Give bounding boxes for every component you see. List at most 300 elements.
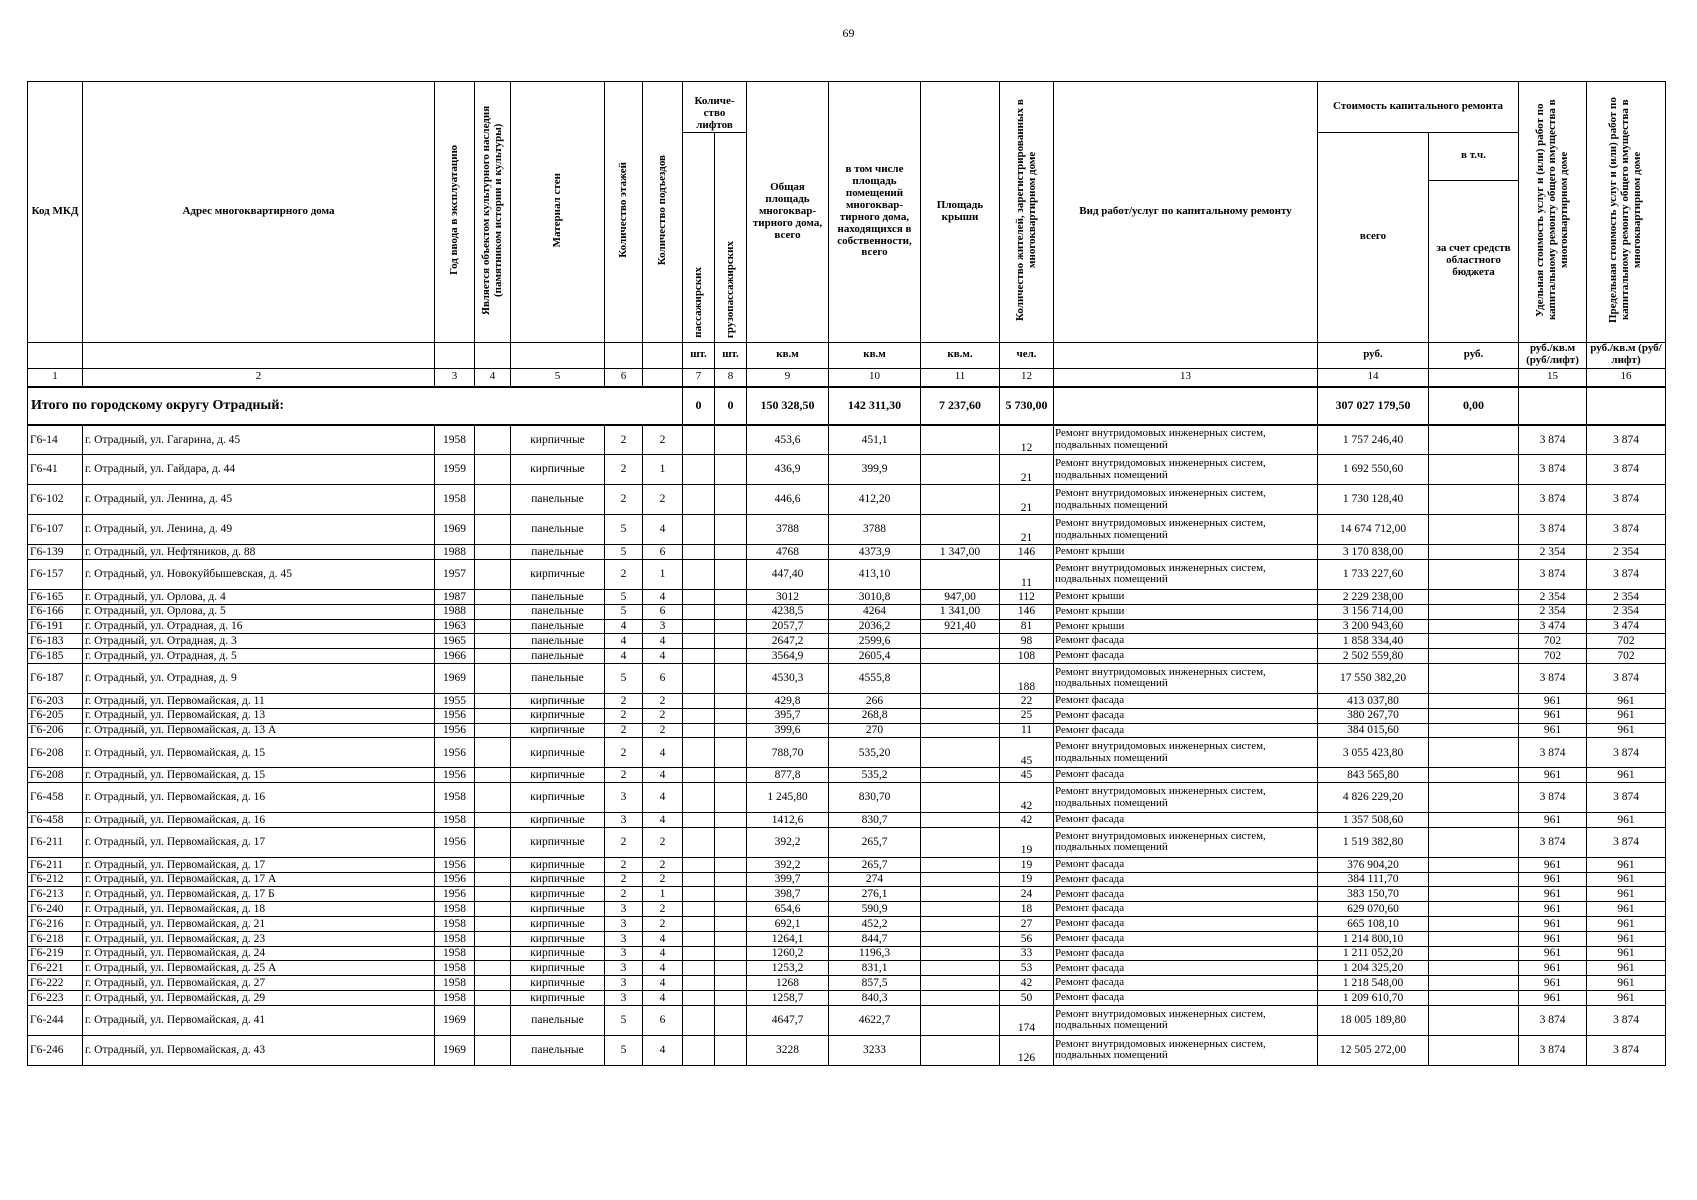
table-row	[28, 902, 1666, 917]
row-walls: панельные	[511, 485, 605, 515]
row-lifts-passenger	[683, 515, 715, 545]
row-entrances: 1	[643, 887, 683, 902]
row-entrances: 6	[643, 1005, 683, 1035]
row-residents: 21	[1000, 515, 1054, 545]
row-total-area: 788,70	[747, 738, 829, 768]
row-year: 1966	[435, 649, 475, 664]
row-owned-area: 2599,6	[829, 634, 921, 649]
row-entrances: 6	[643, 663, 683, 693]
total-roof-area: 7 237,60	[921, 387, 1000, 425]
row-residents: 24	[1000, 887, 1054, 902]
row-owned-area: 4555,8	[829, 663, 921, 693]
row-code: Г6-166	[28, 604, 83, 619]
row-residents: 21	[1000, 455, 1054, 485]
row-roof-area	[921, 708, 1000, 723]
row-cost-regional	[1429, 813, 1519, 828]
row-unit-cost: 3 874	[1519, 559, 1587, 589]
header-max-cost-text: Предельная стоимость услуг и (или) работ по капитальному ремонту общего имущества в многоквартирном доме	[1607, 96, 1643, 323]
row-unit-cost: 3 874	[1519, 827, 1587, 857]
row-code: Г6-216	[28, 917, 83, 932]
row-roof-area	[921, 902, 1000, 917]
row-owned-area: 4622,7	[829, 1005, 921, 1035]
units-row	[28, 342, 1666, 368]
row-floors: 5	[605, 515, 643, 545]
row-entrances: 4	[643, 961, 683, 976]
row-total-area: 692,1	[747, 917, 829, 932]
row-owned-area: 266	[829, 693, 921, 708]
row-heritage	[475, 887, 511, 902]
row-code: Г6-139	[28, 545, 83, 560]
row-cost-regional	[1429, 946, 1519, 961]
row-address: г. Отрадный, ул. Отрадная, д. 16	[83, 619, 435, 634]
total-total-area: 150 328,50	[747, 387, 829, 425]
unit-lifts-passenger: шт.	[683, 342, 715, 368]
row-residents: 50	[1000, 991, 1054, 1006]
row-unit-cost: 961	[1519, 917, 1587, 932]
row-lifts-cargo	[715, 589, 747, 604]
row-address: г. Отрадный, ул. Первомайская, д. 13 А	[83, 723, 435, 738]
table-row	[28, 991, 1666, 1006]
row-code: Г6-185	[28, 649, 83, 664]
row-max-cost: 3 874	[1587, 515, 1666, 545]
row-floors: 5	[605, 1005, 643, 1035]
row-address: г. Отрадный, ул. Первомайская, д. 11	[83, 693, 435, 708]
row-cost-total: 2 502 559,80	[1318, 649, 1429, 664]
row-year: 1958	[435, 946, 475, 961]
row-lifts-passenger	[683, 485, 715, 515]
row-lifts-passenger	[683, 783, 715, 813]
row-unit-cost: 3 874	[1519, 515, 1587, 545]
header-owned-area: в том числе площадь помещений многоквар-тирного дома, находящихся в собственности, всего	[829, 82, 921, 343]
row-entrances: 2	[643, 857, 683, 872]
header-lifts-cargo	[715, 132, 747, 342]
row-heritage	[475, 857, 511, 872]
header-address: Адрес многоквартирного дома	[83, 82, 435, 343]
row-lifts-passenger	[683, 976, 715, 991]
row-residents: 18	[1000, 902, 1054, 917]
header-year	[435, 82, 475, 343]
header-total-area: Общая площадь многоквар-тирного дома, всего	[747, 82, 829, 343]
total-residents: 5 730,00	[1000, 387, 1054, 425]
row-heritage	[475, 813, 511, 828]
row-address: г. Отрадный, ул. Первомайская, д. 25 А	[83, 961, 435, 976]
row-heritage	[475, 693, 511, 708]
row-unit-cost: 3 474	[1519, 619, 1587, 634]
row-year: 1956	[435, 738, 475, 768]
row-unit-cost: 961	[1519, 723, 1587, 738]
row-code: Г6-223	[28, 991, 83, 1006]
row-heritage	[475, 1035, 511, 1065]
row-entrances: 2	[643, 693, 683, 708]
row-cost-total: 4 826 229,20	[1318, 783, 1429, 813]
row-address: г. Отрадный, ул. Первомайская, д. 16	[83, 783, 435, 813]
row-walls: кирпичные	[511, 455, 605, 485]
row-owned-area: 452,2	[829, 917, 921, 932]
row-residents: 56	[1000, 931, 1054, 946]
table-row	[28, 976, 1666, 991]
row-lifts-passenger	[683, 931, 715, 946]
table-row	[28, 917, 1666, 932]
row-owned-area: 840,3	[829, 991, 921, 1006]
row-code: Г6-213	[28, 887, 83, 902]
row-work-type: Ремонт внутридомовых инженерных систем, подвальных помещений	[1054, 425, 1318, 455]
row-floors: 2	[605, 485, 643, 515]
row-code: Г6-219	[28, 946, 83, 961]
row-total-area: 399,6	[747, 723, 829, 738]
row-code: Г6-183	[28, 634, 83, 649]
row-lifts-passenger	[683, 946, 715, 961]
row-entrances: 4	[643, 991, 683, 1006]
row-heritage	[475, 768, 511, 783]
row-code: Г6-102	[28, 485, 83, 515]
row-address: г. Отрадный, ул. Первомайская, д. 24	[83, 946, 435, 961]
row-lifts-cargo	[715, 485, 747, 515]
row-lifts-passenger	[683, 872, 715, 887]
row-max-cost: 961	[1587, 857, 1666, 872]
row-floors: 3	[605, 902, 643, 917]
row-max-cost: 961	[1587, 708, 1666, 723]
table-row	[28, 1035, 1666, 1065]
row-address: г. Отрадный, ул. Первомайская, д. 17	[83, 857, 435, 872]
row-walls: кирпичные	[511, 425, 605, 455]
row-entrances: 2	[643, 902, 683, 917]
row-floors: 4	[605, 649, 643, 664]
row-lifts-passenger	[683, 961, 715, 976]
column-number-cell: 9	[747, 368, 829, 387]
row-cost-regional	[1429, 902, 1519, 917]
header-year-text: Год ввода в эксплуатацию	[447, 144, 460, 275]
row-total-area: 447,40	[747, 559, 829, 589]
row-roof-area: 1 341,00	[921, 604, 1000, 619]
row-heritage	[475, 738, 511, 768]
row-lifts-passenger	[683, 887, 715, 902]
total-max-cost	[1587, 387, 1666, 425]
row-residents: 126	[1000, 1035, 1054, 1065]
row-owned-area: 535,2	[829, 768, 921, 783]
row-address: г. Отрадный, ул. Нефтяников, д. 88	[83, 545, 435, 560]
row-year: 1988	[435, 604, 475, 619]
table-row	[28, 589, 1666, 604]
row-total-area: 392,2	[747, 857, 829, 872]
row-code: Г6-246	[28, 1035, 83, 1065]
row-total-area: 446,6	[747, 485, 829, 515]
row-residents: 22	[1000, 693, 1054, 708]
row-heritage	[475, 425, 511, 455]
row-cost-total: 1 730 128,40	[1318, 485, 1429, 515]
row-floors: 2	[605, 872, 643, 887]
row-cost-total: 14 674 712,00	[1318, 515, 1429, 545]
row-floors: 2	[605, 723, 643, 738]
total-unit-cost	[1519, 387, 1587, 425]
row-lifts-passenger	[683, 663, 715, 693]
row-year: 1958	[435, 961, 475, 976]
row-roof-area	[921, 559, 1000, 589]
row-work-type: Ремонт крыши	[1054, 589, 1318, 604]
row-cost-total: 1 757 246,40	[1318, 425, 1429, 455]
row-roof-area	[921, 1035, 1000, 1065]
row-lifts-cargo	[715, 425, 747, 455]
row-unit-cost: 2 354	[1519, 589, 1587, 604]
row-max-cost: 3 874	[1587, 455, 1666, 485]
row-residents: 146	[1000, 604, 1054, 619]
row-roof-area	[921, 887, 1000, 902]
row-total-area: 453,6	[747, 425, 829, 455]
row-lifts-cargo	[715, 634, 747, 649]
row-work-type: Ремонт крыши	[1054, 545, 1318, 560]
row-entrances: 2	[643, 872, 683, 887]
row-code: Г6-222	[28, 976, 83, 991]
row-address: г. Отрадный, ул. Ленина, д. 49	[83, 515, 435, 545]
row-cost-total: 18 005 189,80	[1318, 1005, 1429, 1035]
row-owned-area: 4264	[829, 604, 921, 619]
row-walls: кирпичные	[511, 946, 605, 961]
row-lifts-passenger	[683, 545, 715, 560]
row-total-area: 3228	[747, 1035, 829, 1065]
table-row	[28, 559, 1666, 589]
row-floors: 5	[605, 663, 643, 693]
table-row	[28, 663, 1666, 693]
row-walls: панельные	[511, 649, 605, 664]
row-roof-area	[921, 976, 1000, 991]
row-cost-total: 3 156 714,00	[1318, 604, 1429, 619]
row-cost-regional	[1429, 485, 1519, 515]
row-year: 1958	[435, 902, 475, 917]
row-work-type: Ремонт внутридомовых инженерных систем, подвальных помещений	[1054, 485, 1318, 515]
row-lifts-passenger	[683, 589, 715, 604]
total-label: Итого по городскому округу Отрадный:	[28, 387, 683, 425]
row-heritage	[475, 455, 511, 485]
row-cost-total: 1 692 550,60	[1318, 455, 1429, 485]
row-work-type: Ремонт фасада	[1054, 723, 1318, 738]
header-lifts-passenger	[683, 132, 715, 342]
row-cost-total: 1 204 325,20	[1318, 961, 1429, 976]
row-walls: панельные	[511, 604, 605, 619]
row-year: 1988	[435, 545, 475, 560]
unit-address	[83, 342, 435, 368]
row-max-cost: 961	[1587, 961, 1666, 976]
row-cost-regional	[1429, 693, 1519, 708]
row-heritage	[475, 559, 511, 589]
row-lifts-cargo	[715, 857, 747, 872]
row-total-area: 654,6	[747, 902, 829, 917]
row-year: 1987	[435, 589, 475, 604]
row-work-type: Ремонт фасада	[1054, 976, 1318, 991]
row-total-area: 429,8	[747, 693, 829, 708]
row-walls: кирпичные	[511, 931, 605, 946]
row-year: 1956	[435, 827, 475, 857]
unit-walls	[511, 342, 605, 368]
row-code: Г6-203	[28, 693, 83, 708]
row-heritage	[475, 708, 511, 723]
total-lifts-cargo: 0	[715, 387, 747, 425]
row-year: 1969	[435, 515, 475, 545]
column-number-cell: 13	[1054, 368, 1318, 387]
row-unit-cost: 961	[1519, 961, 1587, 976]
row-address: г. Отрадный, ул. Первомайская, д. 13	[83, 708, 435, 723]
row-residents: 12	[1000, 425, 1054, 455]
row-cost-total: 413 037,80	[1318, 693, 1429, 708]
row-year: 1958	[435, 931, 475, 946]
row-roof-area	[921, 872, 1000, 887]
row-max-cost: 702	[1587, 649, 1666, 664]
row-unit-cost: 961	[1519, 813, 1587, 828]
row-lifts-passenger	[683, 455, 715, 485]
row-total-area: 395,7	[747, 708, 829, 723]
row-code: Г6-221	[28, 961, 83, 976]
row-owned-area: 270	[829, 723, 921, 738]
row-address: г. Отрадный, ул. Гагарина, д. 45	[83, 425, 435, 455]
row-max-cost: 2 354	[1587, 589, 1666, 604]
row-residents: 19	[1000, 857, 1054, 872]
row-cost-total: 3 200 943,60	[1318, 619, 1429, 634]
row-residents: 53	[1000, 961, 1054, 976]
row-roof-area	[921, 827, 1000, 857]
row-heritage	[475, 485, 511, 515]
unit-code	[28, 342, 83, 368]
row-max-cost: 3 874	[1587, 1005, 1666, 1035]
row-work-type: Ремонт фасада	[1054, 887, 1318, 902]
row-residents: 174	[1000, 1005, 1054, 1035]
row-address: г. Отрадный, ул. Первомайская, д. 16	[83, 813, 435, 828]
row-lifts-cargo	[715, 917, 747, 932]
row-lifts-cargo	[715, 663, 747, 693]
row-walls: кирпичные	[511, 827, 605, 857]
row-lifts-passenger	[683, 649, 715, 664]
column-number-cell: 2	[83, 368, 435, 387]
row-floors: 2	[605, 768, 643, 783]
row-max-cost: 3 874	[1587, 559, 1666, 589]
row-roof-area	[921, 723, 1000, 738]
row-total-area: 3012	[747, 589, 829, 604]
numbering-and-total	[28, 368, 1666, 425]
row-unit-cost: 961	[1519, 768, 1587, 783]
row-total-area: 4647,7	[747, 1005, 829, 1035]
row-lifts-passenger	[683, 708, 715, 723]
row-year: 1969	[435, 1005, 475, 1035]
row-code: Г6-191	[28, 619, 83, 634]
row-cost-total: 1 211 052,20	[1318, 946, 1429, 961]
header-walls	[511, 82, 605, 343]
row-work-type: Ремонт фасада	[1054, 857, 1318, 872]
row-entrances: 2	[643, 708, 683, 723]
row-lifts-passenger	[683, 604, 715, 619]
row-entrances: 4	[643, 649, 683, 664]
row-year: 1969	[435, 1035, 475, 1065]
row-total-area: 2647,2	[747, 634, 829, 649]
row-cost-total: 3 170 838,00	[1318, 545, 1429, 560]
row-total-area: 398,7	[747, 887, 829, 902]
row-unit-cost: 3 874	[1519, 1035, 1587, 1065]
row-max-cost: 961	[1587, 872, 1666, 887]
row-year: 1956	[435, 723, 475, 738]
row-cost-regional	[1429, 604, 1519, 619]
row-walls: панельные	[511, 589, 605, 604]
row-code: Г6-211	[28, 827, 83, 857]
row-roof-area	[921, 455, 1000, 485]
row-heritage	[475, 827, 511, 857]
row-heritage	[475, 902, 511, 917]
row-residents: 25	[1000, 708, 1054, 723]
row-cost-regional	[1429, 917, 1519, 932]
row-total-area: 1268	[747, 976, 829, 991]
row-roof-area	[921, 485, 1000, 515]
row-cost-total: 629 070,60	[1318, 902, 1429, 917]
row-entrances: 4	[643, 589, 683, 604]
row-entrances: 1	[643, 559, 683, 589]
row-residents: 11	[1000, 723, 1054, 738]
row-lifts-cargo	[715, 515, 747, 545]
row-heritage	[475, 589, 511, 604]
row-address: г. Отрадный, ул. Первомайская, д. 23	[83, 931, 435, 946]
row-work-type: Ремонт фасада	[1054, 693, 1318, 708]
row-unit-cost: 3 874	[1519, 663, 1587, 693]
table-row	[28, 738, 1666, 768]
row-residents: 188	[1000, 663, 1054, 693]
row-cost-total: 1 733 227,60	[1318, 559, 1429, 589]
row-total-area: 877,8	[747, 768, 829, 783]
row-unit-cost: 3 874	[1519, 485, 1587, 515]
row-lifts-passenger	[683, 813, 715, 828]
row-roof-area	[921, 961, 1000, 976]
header-heritage-text: Является объектом культурного наследия (памятником истории и культуры)	[479, 105, 504, 315]
row-address: г. Отрадный, ул. Первомайская, д. 17	[83, 827, 435, 857]
row-address: г. Отрадный, ул. Первомайская, д. 21	[83, 917, 435, 932]
row-entrances: 2	[643, 485, 683, 515]
row-max-cost: 961	[1587, 887, 1666, 902]
header-unit-cost-text: Удельная стоимость услуг и (или) работ по капитальному ремонту общего имущества в многоквартирном доме	[1533, 99, 1570, 321]
row-cost-total: 1 858 334,40	[1318, 634, 1429, 649]
row-owned-area: 535,20	[829, 738, 921, 768]
row-address: г. Отрадный, ул. Гайдара, д. 44	[83, 455, 435, 485]
row-heritage	[475, 991, 511, 1006]
row-entrances: 3	[643, 619, 683, 634]
row-lifts-cargo	[715, 455, 747, 485]
row-walls: кирпичные	[511, 693, 605, 708]
row-code: Г6-240	[28, 902, 83, 917]
row-cost-total: 1 357 508,60	[1318, 813, 1429, 828]
row-cost-regional	[1429, 887, 1519, 902]
row-residents: 33	[1000, 946, 1054, 961]
row-roof-area	[921, 991, 1000, 1006]
row-lifts-passenger	[683, 991, 715, 1006]
row-residents: 42	[1000, 976, 1054, 991]
table-row	[28, 455, 1666, 485]
row-heritage	[475, 634, 511, 649]
row-total-area: 1258,7	[747, 991, 829, 1006]
table-row	[28, 634, 1666, 649]
row-max-cost: 3 874	[1587, 485, 1666, 515]
row-cost-regional	[1429, 872, 1519, 887]
row-work-type: Ремонт внутридомовых инженерных систем, подвальных помещений	[1054, 827, 1318, 857]
row-code: Г6-165	[28, 589, 83, 604]
column-numbers-row	[28, 368, 1666, 387]
row-work-type: Ремонт крыши	[1054, 619, 1318, 634]
row-cost-total: 1 519 382,80	[1318, 827, 1429, 857]
row-year: 1956	[435, 708, 475, 723]
column-number-cell: 3	[435, 368, 475, 387]
row-heritage	[475, 931, 511, 946]
row-owned-area: 3010,8	[829, 589, 921, 604]
row-cost-regional	[1429, 857, 1519, 872]
row-max-cost: 961	[1587, 917, 1666, 932]
table-row	[28, 545, 1666, 560]
row-total-area: 399,7	[747, 872, 829, 887]
row-cost-regional	[1429, 991, 1519, 1006]
row-owned-area: 399,9	[829, 455, 921, 485]
row-roof-area: 1 347,00	[921, 545, 1000, 560]
row-floors: 3	[605, 917, 643, 932]
table-row	[28, 1005, 1666, 1035]
